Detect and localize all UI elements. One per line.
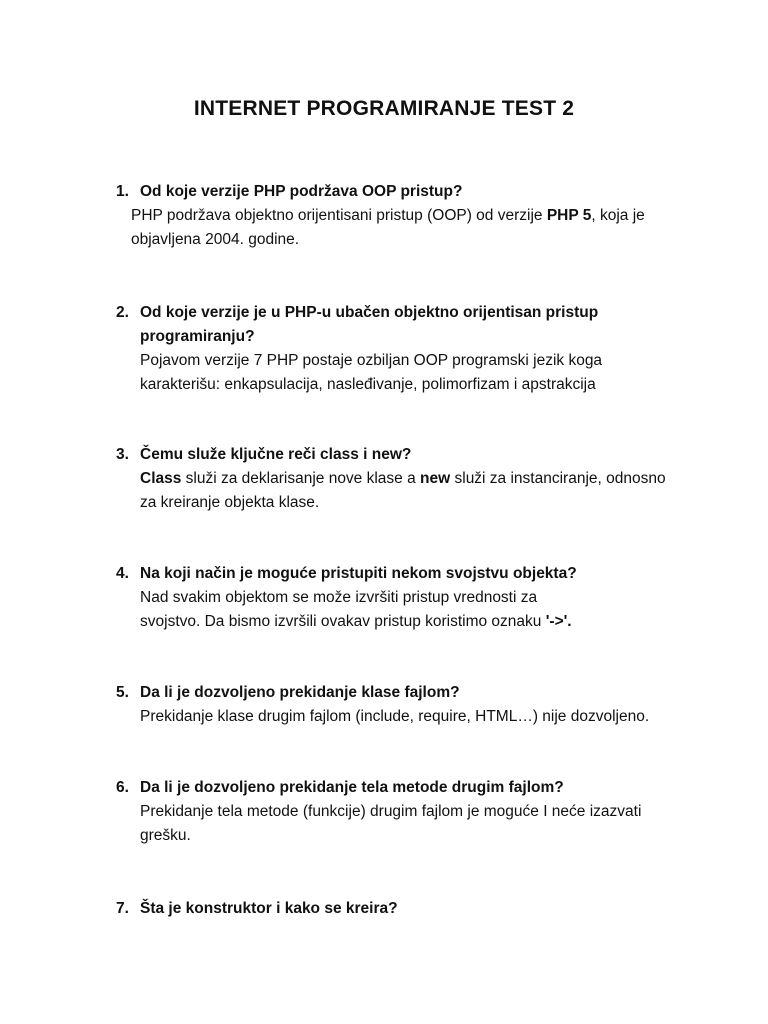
answer-line [116, 824, 686, 848]
question-3-heading [116, 443, 686, 467]
answer-line [116, 705, 686, 729]
answer-line [116, 800, 686, 824]
document-title: INTERNET PROGRAMIRANJE TEST 2 [193, 97, 575, 120]
question-3 [116, 443, 686, 515]
answer-line [116, 610, 686, 634]
question-6 [116, 776, 686, 848]
question-number: 2. [116, 304, 129, 321]
question-4-heading [116, 562, 686, 586]
answer-text: PHP podržava objektno orijentisani pristup (OOP) od verzije [131, 207, 547, 224]
question-text: Od koje verzije je u PHP-u ubačen objektno orijentisan pristup [140, 304, 599, 321]
answer-bold-text: PHP 5 [546, 207, 592, 224]
question-1-heading [116, 180, 686, 204]
answer-text: grešku. [140, 827, 191, 844]
question-1 [116, 180, 686, 252]
question-text: Da li je dozvoljeno prekidanje tela metode drugim fajlom? [140, 779, 564, 796]
question-2-heading [116, 301, 686, 325]
answer-bold-text: '->'. [545, 613, 572, 630]
answer-line [116, 491, 686, 515]
answer-text: , koja je [591, 207, 645, 224]
question-text: programiranju? [140, 328, 255, 345]
answer-line [116, 228, 686, 252]
question-6-heading [116, 776, 686, 800]
answer-text: Pojavom verzije 7 PHP postaje ozbiljan OOP programski jezik koga [140, 352, 603, 369]
answer-line [116, 349, 686, 373]
question-number: 4. [116, 565, 129, 582]
answer-text: objavljena 2004. godine. [131, 231, 300, 248]
question-4 [116, 562, 686, 634]
answer-line [116, 373, 686, 397]
answer-text: Prekidanje tela metode (funkcije) drugim fajlom je moguće I neće izazvati [140, 803, 642, 820]
question-7-heading [116, 897, 686, 921]
answer-text: Prekidanje klase drugim fajlom (include, require, HTML…) nije dozvoljeno. [140, 708, 650, 725]
answer-bold-text: new [420, 470, 451, 487]
question-number: 6. [116, 779, 129, 796]
question-2-heading-continued [116, 325, 686, 349]
answer-text: služi za instanciranje, odnosno [450, 470, 666, 487]
question-5 [116, 681, 686, 729]
question-text: Od koje verzije PHP podržava OOP pristup? [140, 183, 463, 200]
answer-text: svojstvo. Da bismo izvršili ovakav pristup koristimo oznaku [140, 613, 546, 630]
question-text: Čemu služe ključne reči class i new? [140, 446, 412, 463]
answer-line [116, 467, 686, 491]
question-number: 5. [116, 684, 129, 701]
answer-line [116, 204, 686, 228]
answer-text: Nad svakim objektom se može izvršiti pristup vrednosti za [140, 589, 538, 606]
answer-line [116, 586, 686, 610]
question-number: 7. [116, 900, 129, 917]
question-text: Na koji način je moguće pristupiti nekom svojstvu objekta? [140, 565, 577, 582]
question-text: Da li je dozvoljeno prekidanje klase fajlom? [140, 684, 460, 701]
answer-text: karakterišu: enkapsulacija, nasleđivanje, polimorfizam i apstrakcija [140, 376, 596, 393]
answer-text: za kreiranje objekta klase. [140, 494, 320, 511]
answer-bold-text: Class [140, 470, 182, 487]
question-number: 1. [116, 183, 129, 200]
question-number: 3. [116, 446, 129, 463]
question-5-heading [116, 681, 686, 705]
answer-text: služi za deklarisanje nove klase a [181, 470, 421, 487]
question-text: Šta je konstruktor i kako se kreira? [140, 900, 398, 917]
question-2 [116, 301, 686, 397]
question-7 [116, 897, 686, 921]
